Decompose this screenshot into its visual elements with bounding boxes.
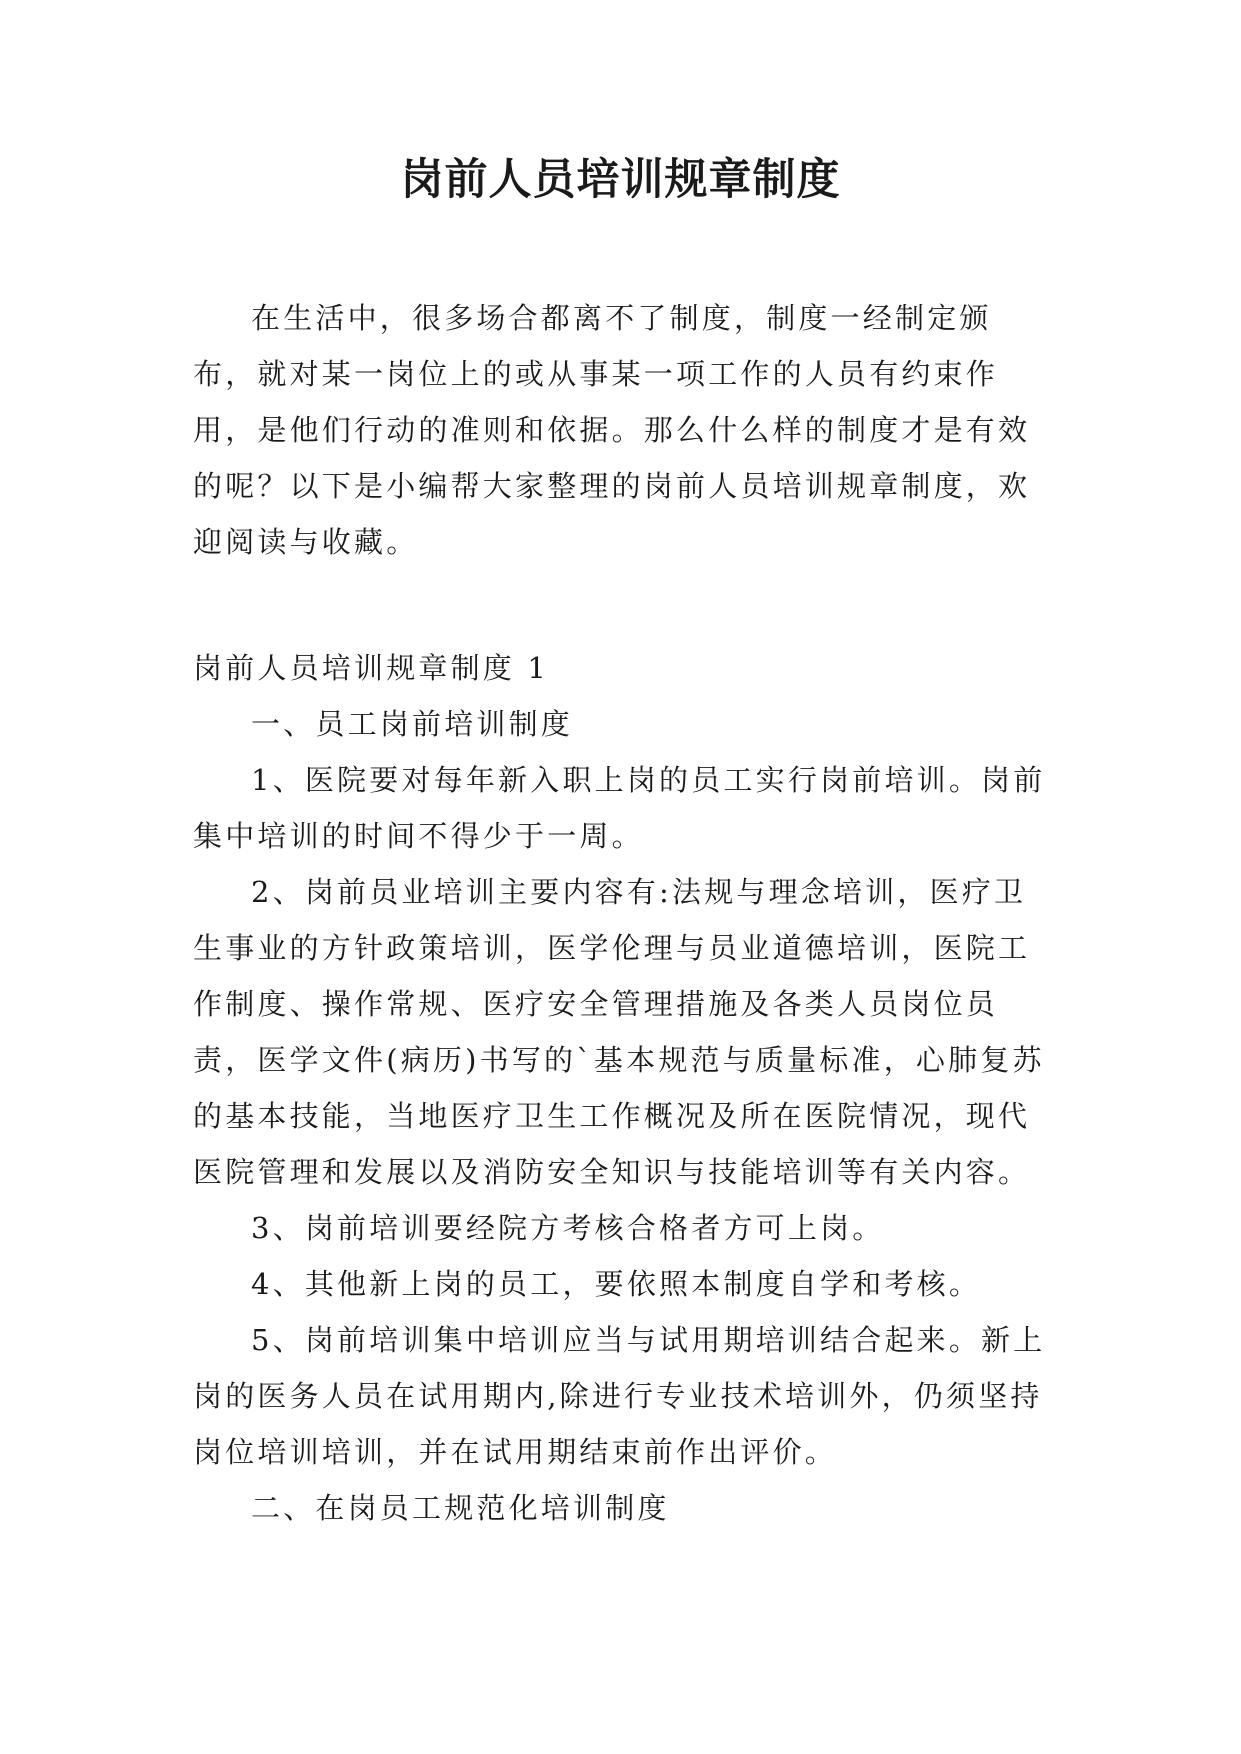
intro-paragraph: 在生活中，很多场合都离不了制度，制度一经制定颁布，就对某一岗位上的或从事某一项工作的人员有约束作用，是他们行动的准则和依据。那么什么样的制度才是有效的呢？以下是小编帮大家整理的岗前人员培训规章制度，欢迎阅读与收藏。 [193,301,1031,559]
paragraph-3: 3、岗前培训要经院方考核合格者方可上岗。 [251,1211,885,1245]
paragraph-1: 1、医院要对每年新入职上岗的员工实行岗前培训。岗前集中培训的时间不得少于一周。 [193,763,1046,853]
paragraph-2: 2、岗前员业培训主要内容有:法规与理念培训，医疗卫生事业的方针政策培训，医学伦理与员业道德培训，医院工作制度、操作常规、医疗安全管理措施及各类人员岗位员责，医学文件(病历)书写的`基本规范与质量标准，心肺复苏的基本技能，当地医疗卫生工作概况及所在医院情况，现代医院管理和发展以及消防安全知识与技能培训等有关内容。 [193,875,1045,1189]
paragraph-5: 5、岗前培训集中培训应当与试用期培训结合起来。新上岗的医务人员在试用期内,除进行专业技术培训外，仍须坚持岗位培训培训，并在试用期结束前作出评价。 [193,1323,1046,1469]
subheading-1: 一、员工岗前培训制度 [251,707,574,741]
paragraph-4: 4、其他新上岗的员工，要依照本制度自学和考核。 [251,1267,982,1301]
intro-block [193,290,1053,570]
document-title: 岗前人员培训规章制度 [400,155,841,205]
content-block [193,640,1053,1536]
section-title: 岗前人员培训规章制度 1 [193,651,550,685]
subheading-2: 二、在岗员工规范化培训制度 [251,1491,670,1525]
